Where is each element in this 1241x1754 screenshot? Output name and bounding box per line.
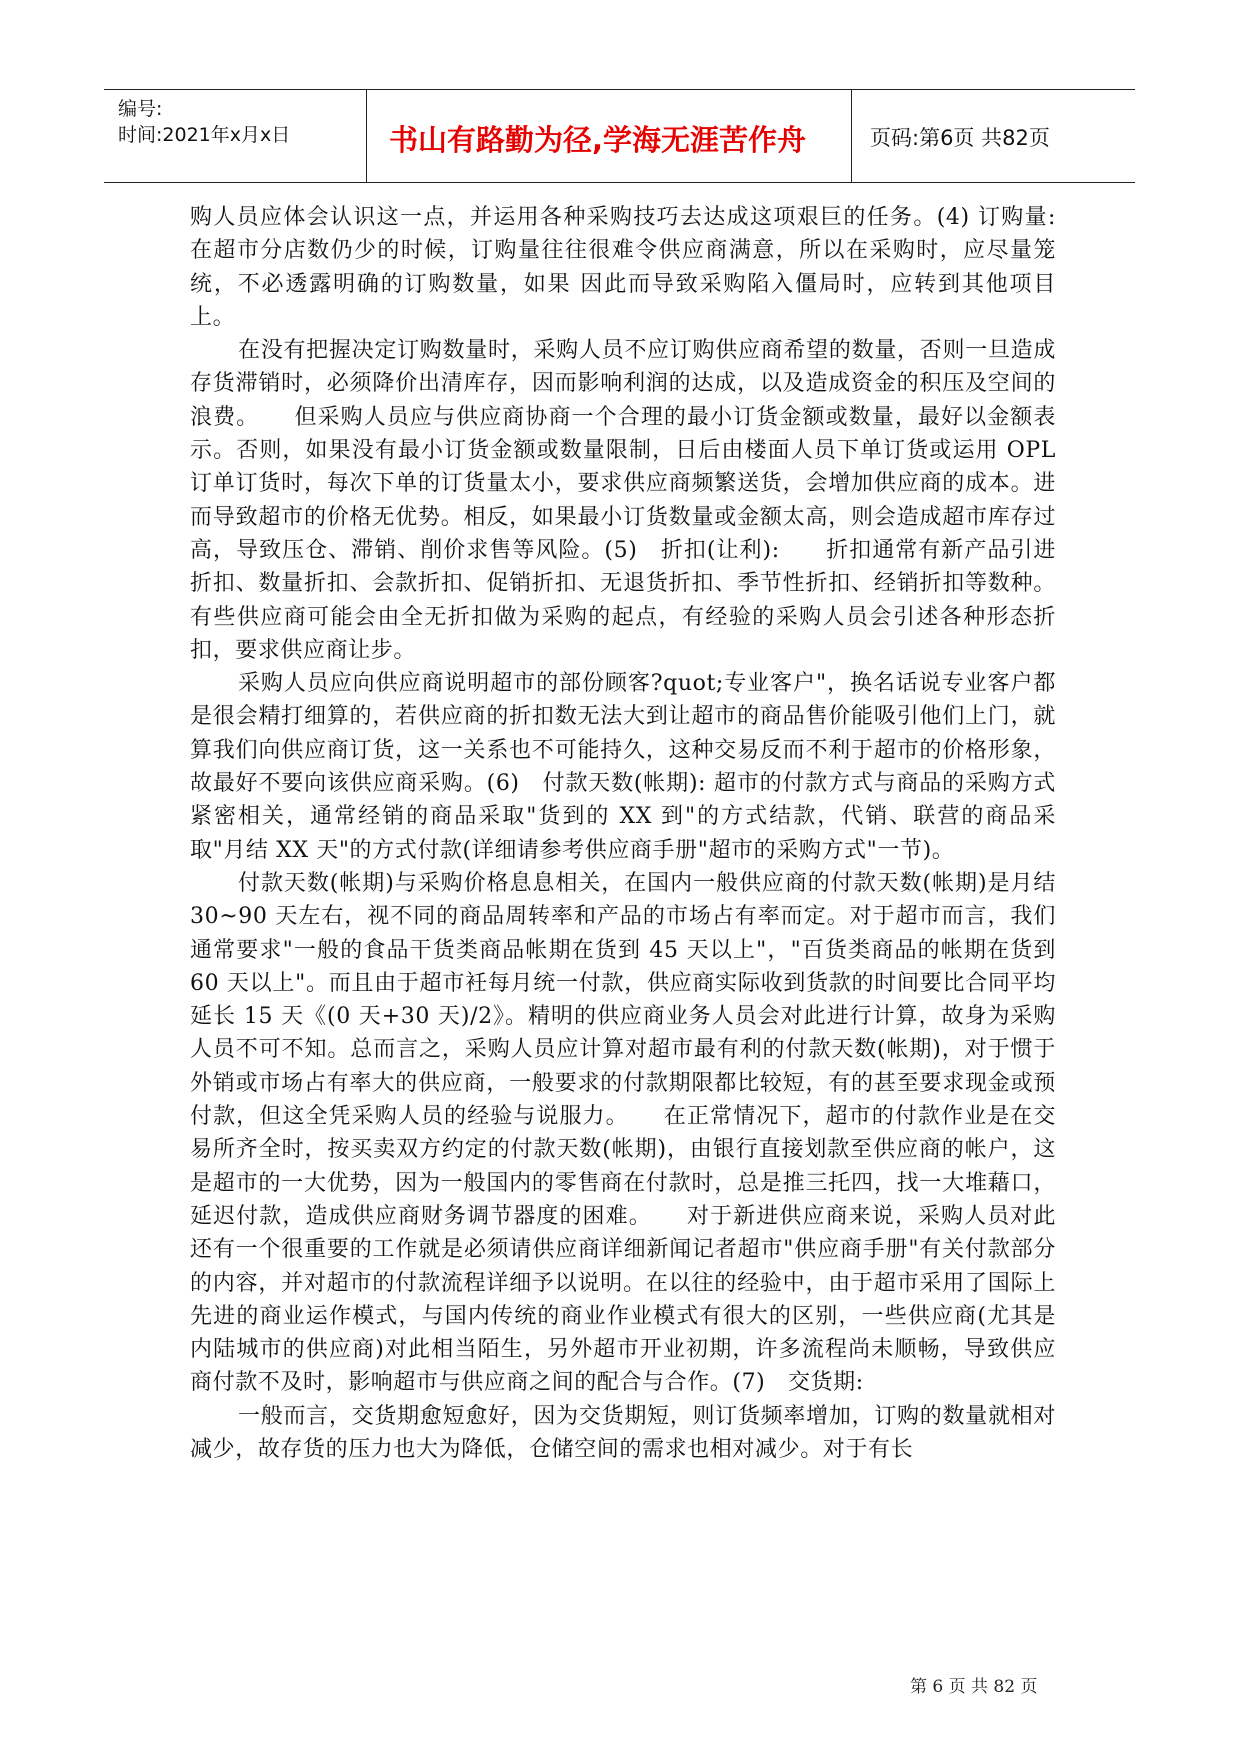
header-left-cell: [104, 90, 367, 182]
header-page-number: 页码:第6页 共82页: [870, 126, 1050, 150]
paragraph-min-order-discount: 在没有把握决定订购数量时，采购人员不应订购供应商希望的数量，否则一旦造成存货滞销时，必须降价出清库存，因而影响利润的达成，以及造成资金的积压及空间的浪费。 但采购人员应与供应商协商一个合理的最小订货金额或数量，最好以金额表示。否则，如果没有最小订货金额或数量限制，日后由楼面人员下单订货或运用 OPL 订单订货时，每次下单的订货量太小，要求供应商频繁送货，会增加供应商的成本。进而导致超市的价格无优势。相反，如果最小订货数量或金额太高，则会造成超市库存过高，导致压仓、滞销、削价求售等风险。(5) 折扣(让利): 折扣通常有新产品引进折扣、数量折扣、会款折扣、促销折扣、无退货折扣、季节性折扣、经销折扣等数种。有些供应商可能会由全无折扣做为采购的起点，有经验的采购人员会引述各种形态折扣，要求供应商让步。: [190, 338, 1056, 663]
header-page-cell: [852, 90, 1135, 182]
header-motto: 书山有路勤为径,学海无涯苦作舟: [389, 123, 807, 157]
serial-number-label: 编号:: [118, 98, 163, 120]
paragraph-order-quantity: 购人员应体会认识这一点，并运用各种采购技巧去达成这项艰巨的任务。(4) 订购量: 在超市分店数仍少的时候，订购量往往很难令供应商满意，所以在采购时，应尽量笼统，不必透露明确的订购数量，如果 因此而导致采购陷入僵局时，应转到其他项目上。: [190, 205, 1102, 330]
paragraph-delivery-time: 一般而言，交货期愈短愈好，因为交货期短，则订货频率增加，订购的数量就相对减少，故存货的压力也大为降低，仓储空间的需求也相对减少。对于有长: [190, 1403, 1056, 1462]
header-motto-cell: [367, 90, 852, 182]
page-footer: 第 6 页 共 82 页: [910, 1677, 1038, 1697]
paragraph-professional-customers: 采购人员应向供应商说明超市的部份顾客?quot;专业客户"，换名话说专业客户都是很会精打细算的，若供应商的折扣数无法大到让超市的商品售价能吸引他们上门，就算我们向供应商订货，这一关系也不可能持久，这种交易反而不利于超市的价格形象，故最好不要向该供应商采购。(6) 付款天数(帐期): 超市的付款方式与商品的采购方式紧密相关，通常经销的商品采取"货到的 XX 到"的方式结款，代销、联营的商品采取"月结 XX 天"的方式付款(详细请参考供应商手册"超市的采购方式"一节)。: [190, 671, 1056, 863]
date-label: 时间:2021年x月x日: [118, 124, 291, 146]
document-body: [190, 201, 1102, 1466]
paragraph-payment-terms: 付款天数(帐期)与采购价格息息相关，在国内一般供应商的付款天数(帐期)是月结 30~90 天左右，视不同的商品周转率和产品的市场占有率而定。对于超市而言，我们通常要求"一般的食品干货类商品帐期在货到 45 天以上"，"百货类商品的帐期在货到 60 天以上"。而且由于超市衽每月统一付款，供应商实际收到货款的时间要比合同平均延长 15 天《(0 天+30 天)/2》。精明的供应商业务人员会对此进行计算，故身为采购人员不可不知。总而言之，采购人员应计算对超市最有利的付款天数(帐期)，对于惯于外销或市场占有率大的供应商，一般要求的付款期限都比较短，有的甚至要求现金或预付款，但这全凭采购人员的经验与说服力。 在正常情况下，超市的付款作业是在交易所齐全时，按买卖双方约定的付款天数(帐期)，由银行直接划款至供应商的帐户，这是超市的一大优势，因为一般国内的零售商在付款时，总是推三托四，找一大堆藉口，延迟付款，造成供应商财务调节器度的困难。 对于新进供应商来说，采购人员对此还有一个很重要的工作就是必须请供应商详细新闻记者超市"供应商手册"有关付款部分的内容，并对超市的付款流程详细予以说明。在以往的经验中，由于超市采用了国际上先进的商业运作模式，与国内传统的商业作业模式有很大的区别，一些供应商(尤其是内陆城市的供应商)对此相当陌生，另外超市开业初期，许多流程尚未顺畅，导致供应商付款不及时，影响超市与供应商之间的配合与合作。(7) 交货期:: [190, 870, 1056, 1396]
page-header: [104, 89, 1135, 183]
